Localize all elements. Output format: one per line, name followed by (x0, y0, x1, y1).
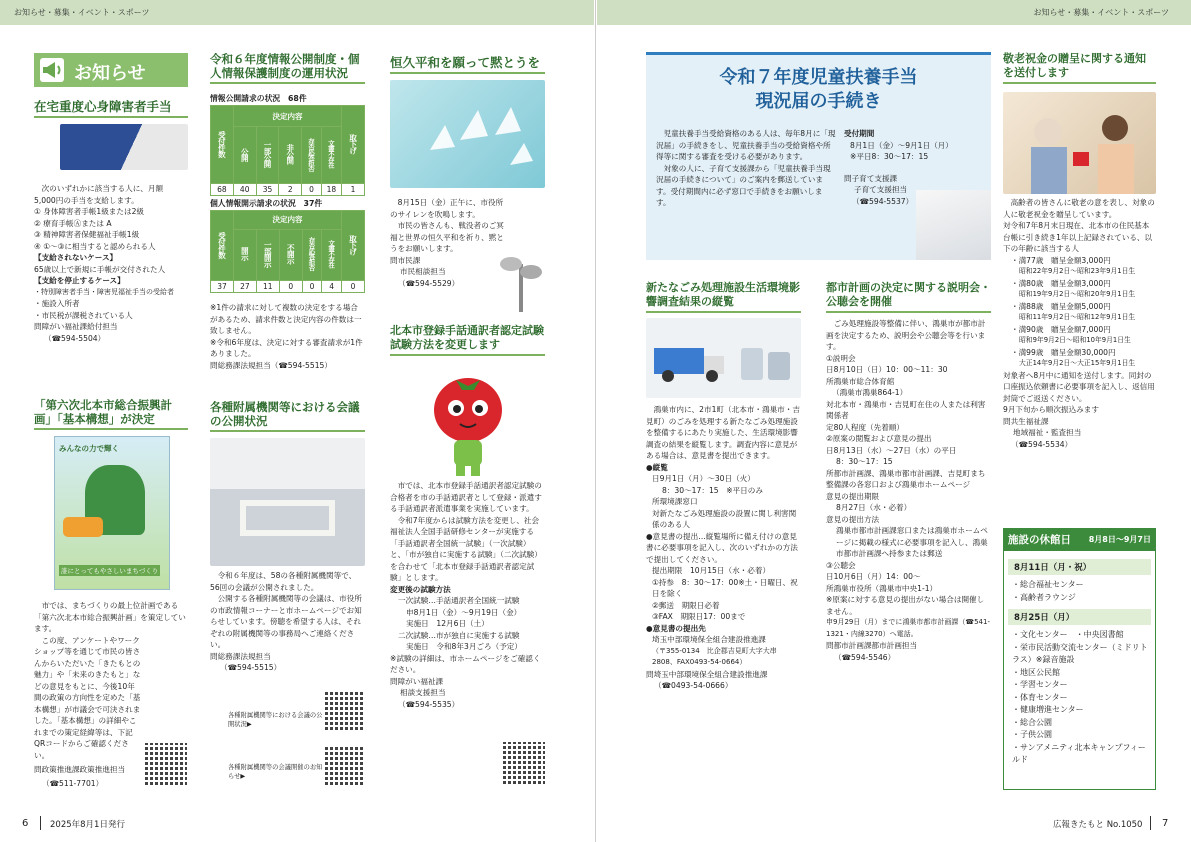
header-band-right (597, 0, 1191, 25)
paragraph: 令和7年度からは試験方法を変更し、社会福祉法人全国手話研修センターが実施する「手話通訳者全国統一試験」（一次試験）と、「市が独自に実施する試験」（二次試験）を合わせて「北本市登録手話通訳者認定試験」とします。 (390, 515, 542, 582)
detail-line: 意見の提出期限 (826, 491, 880, 501)
waste-facility-body (646, 404, 801, 692)
col-header: 非公開 (285, 144, 295, 164)
detail-line: 埼玉中部環境保全組合建設推進課 (652, 635, 766, 644)
footer-right-page: 7 (1162, 818, 1169, 829)
table-cell: 0 (279, 281, 302, 293)
detail-line: 定80人程度（先着順） (826, 422, 905, 432)
meetings-title: 各種附属機関等における会議の公開状況 (210, 400, 365, 432)
disclosure-contact: 問総務課法規担当（☎594-5515） (210, 360, 332, 370)
table-cell: 27 (233, 281, 256, 293)
footer-issue: 広報きたもと No.1050 (1053, 820, 1143, 830)
paragraph: 令和６年度は、58の各種附属機関等で、56回の会議が公開されました。 (210, 571, 357, 592)
closed-day-2-list (1012, 629, 1152, 767)
amount-line: ・満90歳 贈呈金額7,000円 (1011, 324, 1111, 334)
col-header: 取下げ (348, 133, 358, 154)
detail-line: （〒355-0134 比企郡吉見町大字大串2808、FAX0493-54-0664） (652, 646, 777, 666)
detail-line: 日8月10日（日）10：00～11：30 (826, 365, 948, 374)
section-heading: ②原案の閲覧および意見の提出 (826, 434, 932, 443)
sign-language-title: 北本市登録手話通訳者認定試験試験方法を変更します (390, 324, 545, 356)
table-cell: 18 (321, 184, 341, 196)
line: 5,000円の手当を支給します。 (34, 195, 139, 205)
facility-item: ・高齢者ラウンジ (1012, 592, 1076, 602)
section-heading: ①説明会 (826, 353, 856, 363)
sign-language-body (390, 480, 545, 710)
notice-qr-code[interactable] (325, 745, 365, 785)
child-allowance-title-1: 令和７年度児童扶養手当 (719, 67, 918, 88)
meeting-room-photo (210, 438, 365, 566)
detail-line: 申9月29日（月）までに鴻巣市都市計画課（☎541-1321・内線3270）へ電話。 (826, 618, 990, 638)
col-header: 文書不存在 (326, 140, 335, 168)
child-allowance-contact: 問子育て支援課 (844, 173, 898, 183)
table-cell: 40 (233, 184, 256, 196)
line: ④ ①～③に相当すると認められる人 (34, 241, 156, 251)
peace-tel: （☎594-5529） (398, 278, 460, 288)
col-header: 不開示 (286, 244, 296, 264)
line: 【支給を停止するケース】 (34, 276, 125, 285)
paragraph: 市では、北本市登録手話通訳者認定試験の合格者を市の手話通訳者として登録・派遣する手話通訳者派遣事業を実施しています。 (390, 481, 542, 513)
meetings-body (210, 570, 365, 674)
aged-tel: （☎594-5534） (1011, 439, 1073, 449)
paragraph: 対象の人に、子育て支援課から「児童扶養手当現況届の手続きについて」のご案内を郵送しています。受付期間内に必ず窓口で手続きをお願いします。 (656, 163, 831, 207)
facility-item: ・体育センター (1012, 692, 1068, 702)
plan-tel: （☎511-7701） (42, 779, 104, 788)
peace-contact-dept: 市民相談担当 (400, 267, 446, 276)
elderly-gift-photo (1003, 92, 1156, 194)
closed-day-2: 8月25日（月） (1008, 609, 1151, 625)
col-header: 受付件数 (217, 130, 227, 157)
handbook-photo (60, 124, 188, 170)
plan-title: 「第六次北本市総合振興計画」「基本構想」が決定 (34, 398, 188, 430)
privacy-table (210, 210, 365, 293)
detail-line: ②郵送 期限日必着 (652, 600, 720, 610)
exam-line: ※試験の詳細は、市ホームページをご確認ください。 (390, 653, 541, 674)
planning-contact: 問都市計画課都市計画担当 (826, 641, 918, 650)
table-cell: 4 (322, 281, 342, 293)
city-planning-body (826, 318, 991, 663)
waste-tel: （☎0493-54-0666） (654, 681, 733, 690)
table-cell: 0 (302, 184, 322, 196)
disability-allowance-title: 在宅重度心身障害者手当 (34, 99, 188, 118)
amount-line: ・満80歳 贈呈金額3,000円 (1011, 278, 1111, 288)
amount-line: ・満88歳 贈呈金額5,000円 (1011, 301, 1111, 311)
paragraph: ごみ処理施設等整備に伴い、鴻巣市が都市計画を決定するため、説明会や公聴会等を行います。 (826, 319, 986, 351)
paragraph: 高齢者の皆さんに敬老の意を表し、対象の人に敬老祝金を贈呈しています。 (1003, 198, 1155, 219)
line: （☎594-5504） (44, 333, 106, 343)
waste-facility-title: 新たなごみ処理施設生活環境影響調査結果の縦覧 (646, 281, 801, 313)
exam-line: 実施日 令和8年3月ごろ（予定） (406, 642, 522, 651)
col-header: 存否応答拒否 (306, 137, 315, 171)
col-header: 取下げ (348, 234, 358, 255)
closed-day-1-list (1012, 579, 1084, 604)
table-cell: 0 (302, 281, 322, 293)
planning-tel: （☎594-5546） (834, 652, 896, 662)
col-header: 公開 (240, 147, 250, 161)
detail-line: 日9月1日（月）～30日（火） (652, 474, 755, 483)
sign-tel: （☎594-5535） (398, 699, 460, 709)
line: 次のいずれかに該当する人に、月額 (41, 184, 164, 193)
birth-range: 昭和22年9月2日～昭和23年9月1日生 (1019, 267, 1136, 275)
header-label-right: お知らせ・募集・イベント・スポーツ (1033, 8, 1169, 17)
aged-contact: 問共生福祉課 (1003, 416, 1049, 426)
meeting-tables (240, 500, 335, 536)
detail-line: 対令和7年8月末日現在、北本市の住民基本台帳に引き続き1年以上記録されている、以下の年齢に該当する人 (1003, 221, 1153, 253)
detail-line: ●意見書の提出…縦覧場所に備え付けの意見書に必要事項を記入し、次のいずれかの方法で提出してください。 (646, 531, 798, 564)
disclosure-title: 令和６年度情報公開制度・個人情報保護制度の運用状況 (210, 52, 365, 84)
detail-line: 所都市計画課、鴻巣市都市計画課、吉見町まち整備課の各窓口および鴻巣市ホームページ (826, 468, 986, 489)
plan-body (34, 600, 188, 761)
table-cell: 2 (279, 184, 302, 196)
exam-line: 申8月1日（金）～9月19日（金） (406, 607, 522, 617)
siren-icon (497, 250, 545, 312)
notice-banner-label: お知らせ (74, 63, 146, 84)
paper-cranes-photo (390, 80, 545, 188)
privacy-table-caption: 個人情報開示請求の状況 37件 (210, 199, 323, 208)
disclosure-notes (210, 302, 365, 371)
section-heading: ●意見書の提出先 (646, 623, 706, 633)
detail-line: 対北本市・鴻巣市・吉見町在住の人または利害関係者 (826, 399, 986, 420)
amount-line: ・満77歳 贈呈金額3,000円 (1011, 255, 1111, 265)
line: ・特別障害者手当・障害児福祉手当の受給者 (34, 287, 174, 296)
line: ・市民税が課税されている人 (34, 310, 133, 320)
plan-qr-code[interactable] (145, 743, 187, 785)
disability-allowance-body (34, 183, 188, 344)
poster-tagline: 誰にとってもやさしいまちづくり (61, 567, 159, 575)
col-header: 一部開示 (263, 240, 273, 267)
detail-line: 9月下旬から順次振込みます (1003, 405, 1099, 414)
detail-line: ①持参 8：30～17：00※土・日曜日、祝日を除く (652, 577, 798, 598)
birth-range: 昭和11年9月2日～昭和12年9月1日生 (1019, 313, 1136, 321)
section-heading: ③公聴会 (826, 560, 856, 570)
note: ※1件の請求に対して複数の決定をする場合があるため、請求件数と決定内容の件数は一致しません。 (210, 303, 362, 335)
detail-line: 所鴻巣市役所（鴻巣市中央1-1） (826, 583, 938, 593)
poster-heading: みんなの力で輝く (59, 444, 119, 453)
facility-item: ・サンアメニティ北本キャンプフィールド (1012, 742, 1146, 764)
detail-line: 日8月13日（水）～27日（水）の平日 (826, 445, 957, 455)
exam-line: 実施日 12月6日（土） (406, 619, 489, 628)
paragraph: 市民の皆さんも、戦没者のご冥福と世界の恒久平和を祈り、黙とうをお願いします。 (390, 221, 504, 253)
sign-language-qr-code[interactable] (503, 742, 545, 784)
facility-item: ・子供公園 (1012, 730, 1052, 739)
detail-line: 所鴻巣市総合体育館 (826, 376, 895, 386)
plan-contact: 問政策推進課政策推進担当 (34, 765, 126, 774)
closed-days-title: 施設の休館日 (1008, 534, 1071, 546)
page-gutter (595, 0, 596, 842)
note: ※令和6年度は、決定に対する審査請求が1件ありました。 (210, 337, 363, 358)
detail-line: 8月27日（水・必着） (836, 503, 912, 512)
facility-item: ・健康増進センター (1012, 705, 1084, 714)
detail-line: 提出期限 10月15日（水・必着） (652, 566, 771, 575)
birth-range: 大正14年9月2日～大正15年9月1日生 (1019, 359, 1136, 367)
garbage-truck-photo (646, 318, 801, 398)
detail-line: ③FAX 期限日17：00まで (652, 612, 746, 621)
detail-line: 8：30～17：15 (836, 457, 893, 466)
line: ① 身体障害者手帳1級または2級 (34, 207, 145, 216)
period-label: 受付期間 (844, 129, 875, 138)
header-band-left (0, 0, 594, 25)
child-allowance-dept: 子育て支援担当 (854, 185, 908, 194)
col-group-header: 決定内容 (233, 211, 341, 230)
facility-item: ・栄市民活動交流センター（ミドリトラス）※録音施設 (1012, 642, 1148, 664)
line: 問障がい福祉課給付担当 (34, 322, 118, 331)
col-group-header: 決定内容 (233, 106, 341, 127)
paragraph: 鴻巣市内に、2市1町（北本市・鴻巣市・吉見町）のごみを処理する新たなごみ処理施設を整備するにあたり実施した、生活環境影響調査の結果を縦覧します。調査内容に意見がある場合は、意見書を提出できます。 (646, 405, 800, 460)
col-header: 存否応答拒否 (307, 237, 316, 271)
respect-aged-body (1003, 197, 1156, 450)
footer-left-page: 6 (22, 818, 29, 829)
section-heading: ●縦覧 (646, 462, 668, 472)
detail-line: 意見の提出方法 (826, 514, 880, 524)
closed-days-box (1003, 550, 1156, 790)
aged-contact-dept: 地域福祉・監査担当 (1013, 428, 1082, 437)
respect-aged-title: 敬老祝金の贈呈に関する通知を送付します (1003, 52, 1156, 84)
col-header: 一部公開 (262, 141, 272, 167)
child-allowance-panel (646, 52, 991, 260)
paragraph: 8月15日（金）正午に、市役所のサイレンを吹鳴します。 (390, 198, 504, 219)
birth-range: 昭和9年9月2日～昭和10年9月1日生 (1019, 336, 1131, 344)
detail-line: 8：30～17：15 ※平日のみ (662, 485, 763, 495)
col-header: 開示 (240, 247, 250, 261)
line: 65歳以上で新規に手帳が交付された人 (34, 264, 166, 274)
footer-date: 2025年8月1日発行 (50, 820, 125, 830)
table-cell: 1 (342, 184, 365, 196)
meetings-contact: 問総務課法規担当 (210, 651, 271, 661)
form-writing-photo (916, 190, 991, 260)
facility-item: ・総合公園 (1012, 717, 1052, 727)
sign-contact: 問障がい福祉課 (390, 676, 444, 686)
footer-divider-right (1150, 816, 1151, 830)
col-header: 受付件数 (217, 231, 227, 258)
child-allowance-tel: （☎594-5537） (852, 196, 914, 206)
detail-line: 対象者へ8月中に通知を送付します。同封の口座振込依頼書に必要事項を記入し、返信用封筒でご返送ください。 (1003, 370, 1155, 403)
detail-line: 日10月6日（月）14：00～ (826, 572, 921, 581)
detail-line: 鴻巣市都市計画課窓口または鴻巣市ホームページに掲載の様式に必要事項を記入し、鴻巣市都市計画課へ持参または郵送 (836, 526, 988, 558)
line: 【支給されないケース】 (34, 253, 118, 262)
closed-days-range: 8月8日～9月7日 (1088, 535, 1151, 544)
facility-item: ・文化センター ・中央図書館 (1012, 630, 1124, 639)
facility-item: ・学習センター (1012, 680, 1068, 689)
child-allowance-title-2: 現況届の手続き (755, 91, 882, 112)
facility-item: ・総合福祉センター (1012, 580, 1084, 589)
col-header: 文書不存在 (327, 240, 336, 268)
footer-divider-left (40, 816, 41, 830)
exam-subheading: 変更後の試験方法 (390, 584, 451, 594)
peace-body (390, 197, 505, 289)
meetings-qr-code[interactable] (325, 690, 365, 730)
disclosure-table (210, 105, 365, 196)
paragraph: この度、アンケートやワークショップ等を通じて市民の皆さんからいただいた「きたもとの魅力」や「未来のきたもと」などの意見をもとに、今後10年間の政策の方向性を定めた「基本構想」が市議会で可決されました。「基本構想」の詳細やこれまでの策定経緯等は、下記QRコードからご確認ください。 (34, 635, 141, 760)
city-planning-title: 都市計画の決定に関する説明会・公聴会を開催 (826, 281, 991, 313)
line: ・施設入所者 (34, 299, 80, 308)
tomato-mascot (426, 368, 510, 478)
header-label-left: お知らせ・募集・イベント・スポーツ (14, 8, 150, 17)
line: ③ 精神障害者保健福祉手帳1級 (34, 230, 140, 239)
paragraph: 市では、まちづくりの最上位計画である「第六次北本市総合振興計画」を策定しています。 (34, 601, 186, 633)
table-cell: 68 (211, 184, 234, 196)
qr1-label: 各種附属機関等における会議の公開状況▶ (228, 712, 323, 728)
notice-banner (34, 53, 188, 87)
birth-range: 昭和19年9月2日～昭和20年9月1日生 (1019, 290, 1136, 298)
paragraph: 公開する各種附属機関等の会議は、市役所の市政情報コーナーと市ホームページでお知らせしています。傍聴を希望する人は、それぞれの附属機関等の事務局へご連絡ください。 (210, 594, 362, 649)
period-hours: ※平日8：30～17：15 (850, 152, 929, 161)
waste-contact: 問埼玉中部環境保全組合建設推進課 (646, 669, 768, 679)
table-cell: 37 (211, 281, 234, 293)
closed-days-header (1003, 528, 1156, 550)
line: ② 療育手帳Ⓐまたは A (34, 218, 112, 228)
table-cell: 0 (342, 281, 365, 293)
amount-line: ・満99歳 贈呈金額30,000円 (1011, 347, 1116, 357)
detail-line: 所環境課窓口 (652, 497, 698, 506)
hand-illustration (63, 517, 103, 537)
exam-line: 一次試験…手話通訳者全国統一試験 (398, 596, 520, 605)
paragraph: 児童扶養手当受給資格のある人は、毎年8月に「現況届」の手続きをし、児童扶養手当の受給資格や所得等に関する審査を受ける必要があります。 (656, 129, 836, 161)
detail-line: ※原案に対する意見の提出がない場合は開催しません。 (826, 595, 985, 616)
disclosure-table-caption: 情報公開請求の状況 68件 (210, 94, 307, 103)
qr2-label: 各種附属機関等の会議開催のお知らせ▶ (228, 764, 323, 780)
exam-line: 二次試験…市が独自に実施する試験 (398, 630, 520, 640)
table-cell: 11 (256, 281, 279, 293)
peace-contact: 問市民課 (390, 255, 421, 265)
detail-line: （鴻巣市鴻巣864-1） (832, 388, 908, 397)
meetings-tel: （☎594-5515） (220, 663, 282, 672)
plan-poster (54, 436, 170, 590)
closed-day-1: 8月11日（月・祝） (1008, 559, 1151, 575)
detail-line: 対新たなごみ処理施設の設置に関し利害関係のある人 (652, 508, 797, 529)
sign-contact-dept: 相談支援担当 (400, 688, 446, 697)
period-value: 8月1日（金）～9月1日（月） (850, 140, 953, 150)
child-allowance-body (656, 128, 836, 209)
megaphone-icon (40, 58, 64, 82)
table-cell: 35 (256, 184, 279, 196)
facility-item: ・地区公民館 (1012, 667, 1060, 677)
peace-title: 恒久平和を願って黙とうを (390, 55, 545, 74)
